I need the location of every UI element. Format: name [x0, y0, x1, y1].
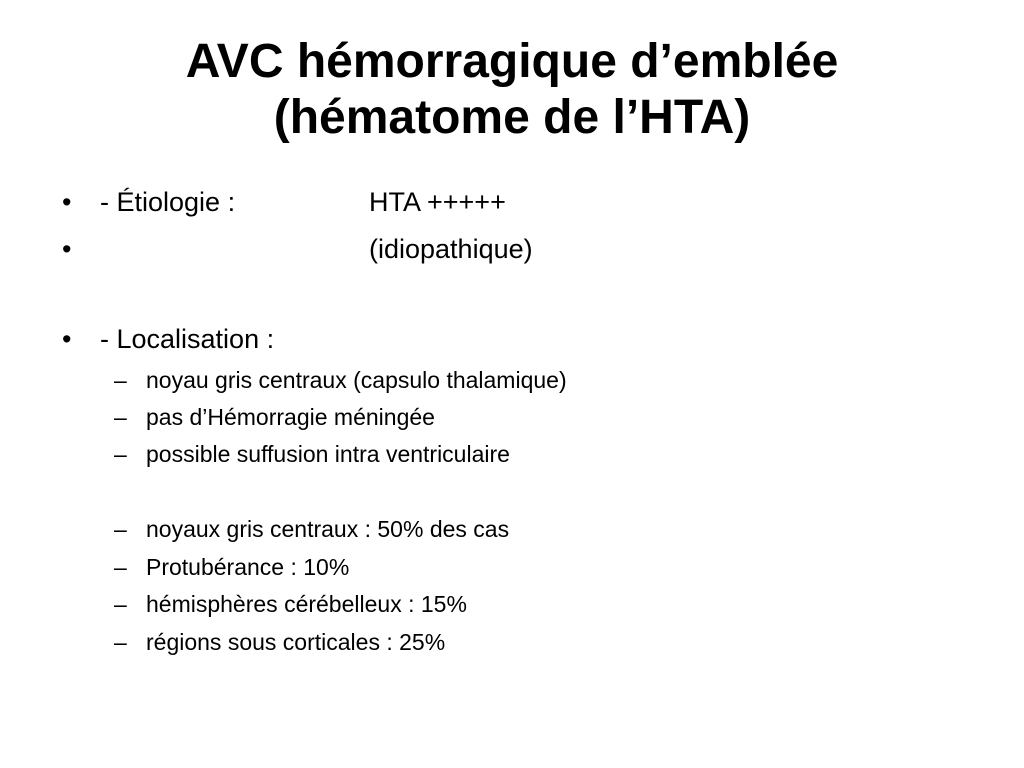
sub-item-text: noyau gris centraux (capsulo thalamique)	[146, 367, 567, 393]
sub-item	[0, 440, 1024, 468]
sub-item-text: Protubérance : 10%	[146, 554, 350, 580]
bullet-value-idiopathique: (idiopathique)	[369, 234, 533, 264]
dash-glyph: –	[114, 629, 127, 655]
dash-glyph: –	[114, 367, 127, 393]
sub-item-text: pas d’Hémorragie méningée	[146, 404, 435, 430]
dash-glyph: –	[114, 441, 127, 467]
bullet-item-etiologie	[0, 186, 1024, 218]
bullet-glyph: •	[62, 234, 72, 264]
dash-glyph: –	[114, 516, 127, 542]
dash-glyph: –	[114, 404, 127, 430]
bullet-item-idiopathique	[0, 233, 1024, 265]
dash-glyph: –	[114, 591, 127, 617]
dash-glyph: –	[114, 554, 127, 580]
sub-item-text: noyaux gris centraux : 50% des cas	[146, 516, 510, 542]
bullet-label-localisation: - Localisation :	[100, 324, 275, 354]
slide-title-line-2: (hématome de l’HTA)	[273, 91, 751, 144]
sub-item-text: hémisphères cérébelleux : 15%	[146, 591, 467, 617]
bullet-item-localisation	[0, 323, 1024, 355]
bullet-glyph: •	[62, 187, 72, 217]
sub-item	[0, 366, 1024, 394]
sub-item	[0, 403, 1024, 431]
bullet-label-etiologie: - Étiologie :	[100, 187, 236, 217]
sub-item	[0, 590, 1024, 618]
sub-item	[0, 628, 1024, 656]
bullet-glyph: •	[62, 324, 72, 354]
slide-title-line-1: AVC hémorragique d’emblée	[185, 35, 839, 88]
slide-title	[0, 34, 1024, 146]
sub-item-text: possible suffusion intra ventriculaire	[146, 441, 510, 467]
sub-item	[0, 515, 1024, 543]
sub-item	[0, 553, 1024, 581]
bullet-value-hta: HTA +++++	[369, 187, 506, 217]
sub-item-text: régions sous corticales : 25%	[146, 629, 446, 655]
